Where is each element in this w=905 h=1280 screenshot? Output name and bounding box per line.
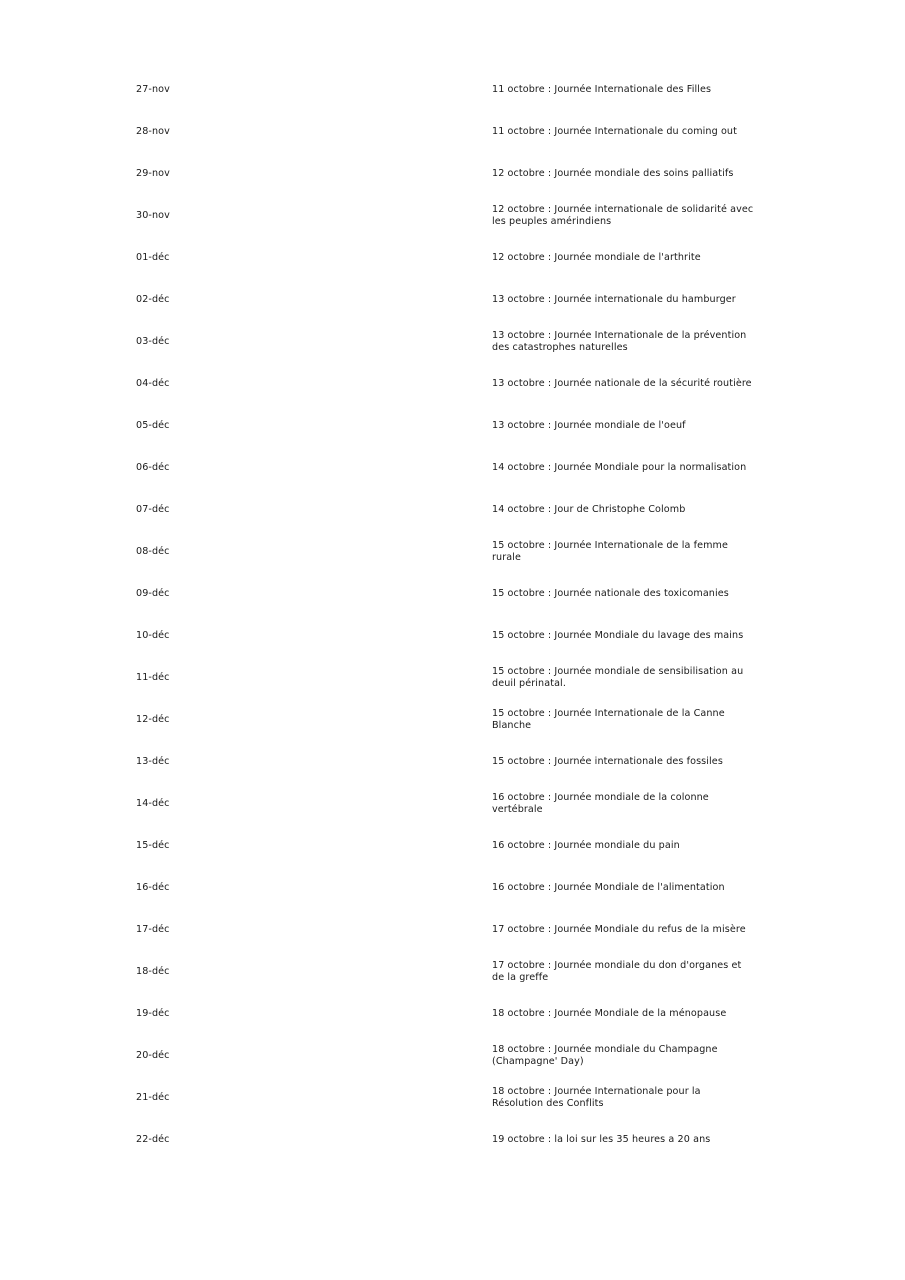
row-date: 05-déc [136,420,170,431]
row-event: 14 octobre : Jour de Christophe Colomb [492,504,686,515]
row-event: 16 octobre : Journée mondiale du pain [492,840,680,851]
row-date: 11-déc [136,672,170,683]
row-date: 21-déc [136,1092,170,1103]
row-date: 19-déc [136,1008,170,1019]
row-event: 17 octobre : Journée Mondiale du refus de la misère [492,924,746,935]
list-item [0,279,905,321]
list-item [0,531,905,573]
row-event: 15 octobre : Journée nationale des toxicomanies [492,588,729,599]
row-date: 13-déc [136,756,170,767]
row-event: 18 octobre : Journée Mondiale de la ménopause [492,1008,727,1019]
row-event: 13 octobre : Journée Internationale de la prévention des catastrophes naturelles [492,330,747,353]
list-item [0,993,905,1035]
row-date: 29-nov [136,168,170,179]
row-event: 15 octobre : Journée Internationale de la femme rurale [492,540,728,563]
row-event: 15 octobre : Journée internationale des fossiles [492,756,723,767]
row-event: 18 octobre : Journée mondiale du Champagne (Champagne' Day) [492,1044,718,1067]
list-item [0,741,905,783]
row-date: 10-déc [136,630,170,641]
row-event: 15 octobre : Journée mondiale de sensibilisation au deuil périnatal. [492,666,744,689]
list-item [0,153,905,195]
row-event: 15 octobre : Journée Internationale de la Canne Blanche [492,708,725,731]
row-date: 16-déc [136,882,170,893]
list-item [0,615,905,657]
row-event: 13 octobre : Journée internationale du hamburger [492,294,736,305]
row-date: 12-déc [136,714,170,725]
row-event: 18 octobre : Journée Internationale pour la Résolution des Conflits [492,1086,701,1109]
list-item [0,237,905,279]
row-event: 16 octobre : Journée Mondiale de l'alimentation [492,882,725,893]
row-event: 12 octobre : Journée mondiale de l'arthrite [492,252,701,263]
row-date: 22-déc [136,1134,170,1145]
list-item [0,825,905,867]
row-date: 04-déc [136,378,170,389]
list-item [0,1119,905,1161]
list-item [0,111,905,153]
list-item [0,321,905,363]
row-date: 03-déc [136,336,170,347]
row-event: 17 octobre : Journée mondiale du don d'organes et de la greffe [492,960,742,983]
list-item [0,783,905,825]
list-item [0,657,905,699]
calendar-list [0,69,905,1161]
list-item [0,573,905,615]
row-event: 11 octobre : Journée Internationale des Filles [492,84,712,95]
row-event: 19 octobre : la loi sur les 35 heures a 20 ans [492,1134,711,1145]
row-date: 06-déc [136,462,170,473]
row-event: 11 octobre : Journée Internationale du coming out [492,126,737,137]
row-event: 12 octobre : Journée internationale de solidarité avec les peuples amérindiens [492,204,754,227]
list-item [0,1035,905,1077]
row-date: 14-déc [136,798,170,809]
row-date: 07-déc [136,504,170,515]
row-date: 17-déc [136,924,170,935]
row-date: 28-nov [136,126,170,137]
list-item [0,363,905,405]
row-date: 20-déc [136,1050,170,1061]
list-item [0,69,905,111]
row-event: 14 octobre : Journée Mondiale pour la normalisation [492,462,747,473]
list-item [0,489,905,531]
list-item [0,867,905,909]
row-event: 13 octobre : Journée nationale de la sécurité routière [492,378,752,389]
row-date: 02-déc [136,294,170,305]
list-item [0,195,905,237]
row-date: 08-déc [136,546,170,557]
row-date: 30-nov [136,210,170,221]
row-date: 15-déc [136,840,170,851]
list-item [0,909,905,951]
row-event: 15 octobre : Journée Mondiale du lavage des mains [492,630,744,641]
list-item [0,951,905,993]
row-event: 16 octobre : Journée mondiale de la colonne vertébrale [492,792,709,815]
row-event: 13 octobre : Journée mondiale de l'oeuf [492,420,686,431]
row-date: 27-nov [136,84,170,95]
row-event: 12 octobre : Journée mondiale des soins palliatifs [492,168,734,179]
list-item [0,405,905,447]
row-date: 18-déc [136,966,170,977]
row-date: 09-déc [136,588,170,599]
list-item [0,699,905,741]
row-date: 01-déc [136,252,170,263]
list-item [0,1077,905,1119]
list-item [0,447,905,489]
